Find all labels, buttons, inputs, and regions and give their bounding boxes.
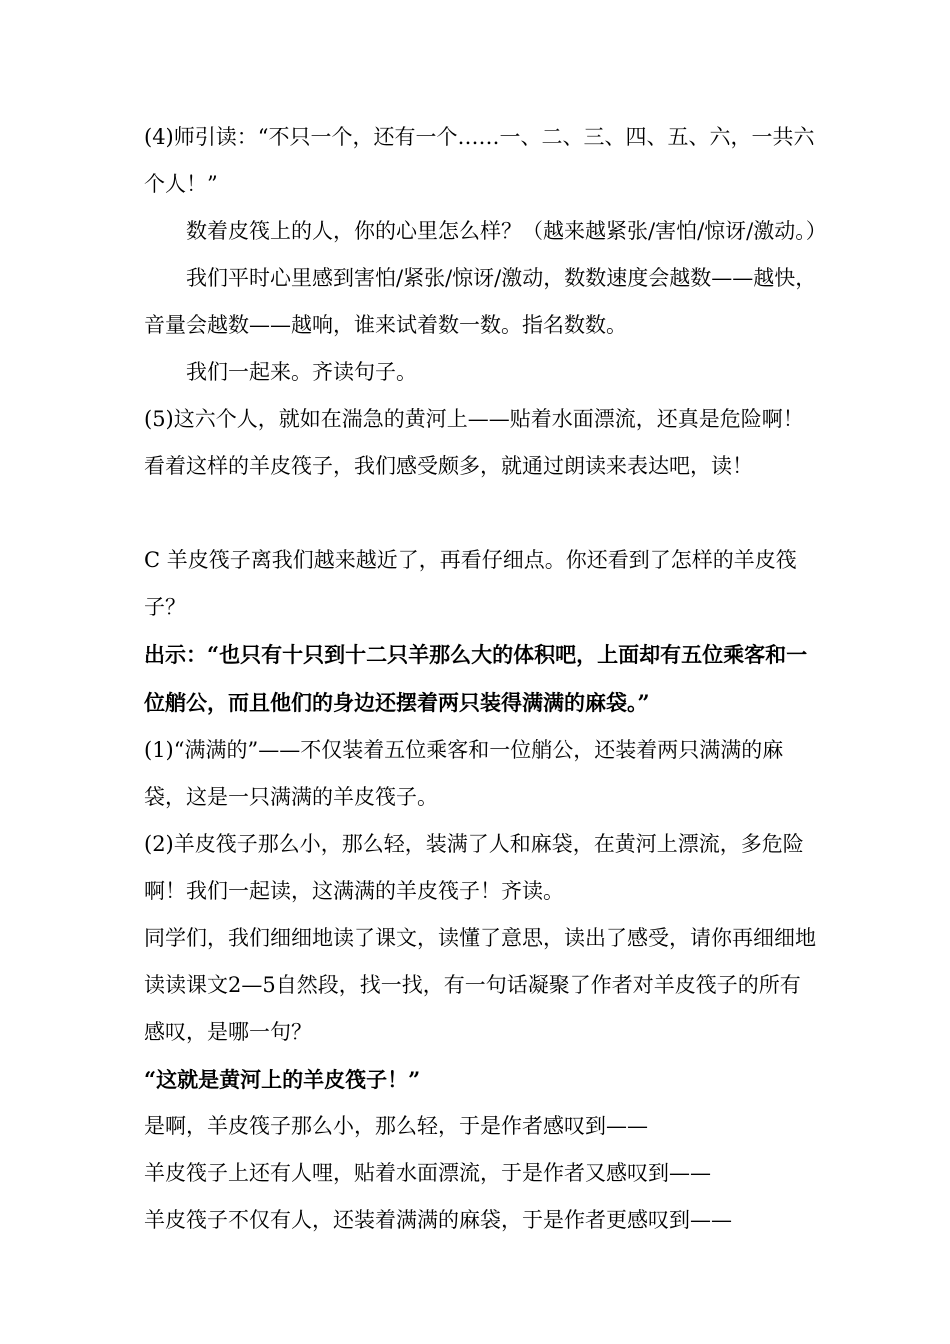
- paragraph-1: (4)师引读：“不只一个，还有一个……一、二、三、四、五、六，一共六个人！”: [144, 125, 815, 196]
- paragraph-3: 我们平时心里感到害怕/紧张/惊讶/激动，数数速度会越数——越快，音量会越数——越响，谁来试着数一数。指名数数。: [144, 266, 817, 337]
- paragraph-5: (5)这六个人，就如在湍急的黄河上——贴着水面漂流，还真是危险啊！看着这样的羊皮筏子，我们感受颇多，就通过朗读来表达吧，读！: [144, 407, 804, 478]
- paragraph-4: 我们一起来。齐读句子。: [186, 360, 417, 384]
- paragraph-section-c: C 羊皮筏子离我们越来越近了，再看仔细点。你还看到了怎样的羊皮筏子？: [144, 548, 797, 619]
- key-sentence: “这就是黄河上的羊皮筏子！”: [144, 1067, 421, 1092]
- display-quote: “也只有十只到十二只羊那么大的体积吧，上面却有五位乘客和一位艄公，而且他们的身边还摆着两只装得满满的麻袋。”: [144, 642, 808, 715]
- paragraph-point-2: (2)羊皮筏子那么小，那么轻，装满了人和麻袋，在黄河上漂流，多危险啊！我们一起读，这满满的羊皮筏子！齐读。: [144, 832, 804, 903]
- display-label: 出示：: [144, 642, 207, 667]
- paragraph-lead-2: 羊皮筏子上还有人哩，贴着水面漂流，于是作者又感叹到——: [144, 1161, 711, 1185]
- paragraph-2: 数着皮筏上的人，你的心里怎么样？（越来越紧张/害怕/惊讶/激动。）: [186, 219, 827, 243]
- paragraph-point-1: (1)“满满的”——不仅装着五位乘客和一位艄公，还装着两只满满的麻袋，这是一只满满的羊皮筏子。: [144, 738, 784, 809]
- document-page: [144, 114, 827, 1244]
- paragraph-summary: 同学们，我们细细地读了课文，读懂了意思，读出了感受，请你再细细地读读课文2—5自然段，找一找，有一句话凝聚了作者对羊皮筏子的所有感叹，是哪一句？: [144, 926, 816, 1044]
- blank-line: [144, 490, 820, 537]
- paragraph-lead-3: 羊皮筏子不仅有人，还装着满满的麻袋，于是作者更感叹到——: [144, 1208, 732, 1232]
- paragraph-lead-1: 是啊，羊皮筏子那么小，那么轻，于是作者感叹到——: [144, 1114, 648, 1138]
- paragraph-display-quote: [144, 631, 820, 727]
